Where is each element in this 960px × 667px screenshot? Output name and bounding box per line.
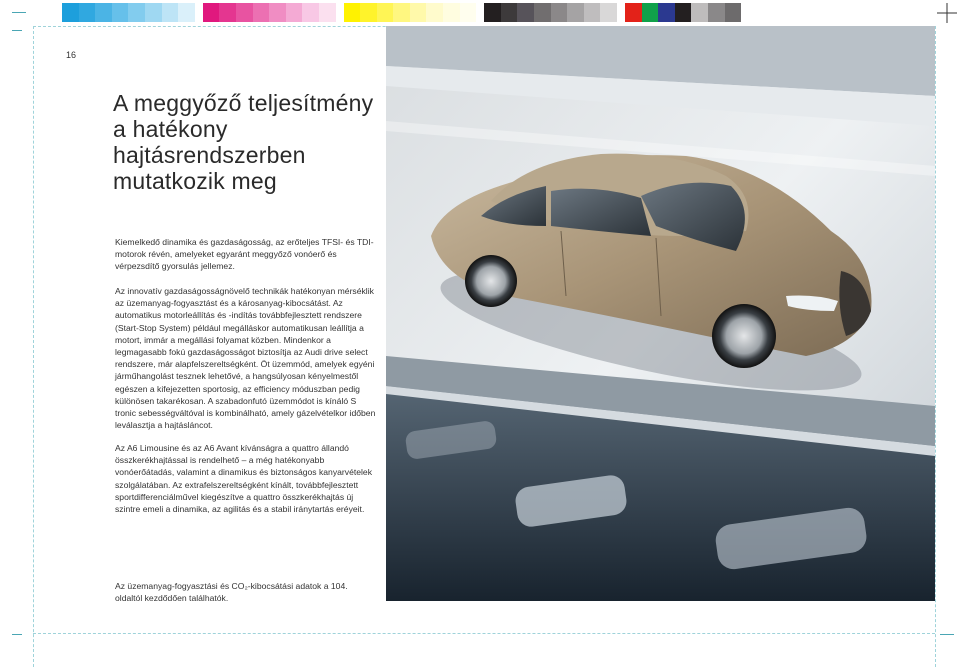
color-swatch-yellow [410, 3, 427, 22]
color-swatch-yellow [377, 3, 394, 22]
color-swatch-black [551, 3, 568, 22]
body-paragraph: Kiemelkedő dinamika és gazdaságosság, az erőteljes TFSI- és TDI-motorok révén, amelyeket egyaránt meggyőző vonóerő és vérpezsdítő gyorsulás jellemez. [115, 237, 374, 272]
color-bar-gap [336, 3, 344, 22]
printer-color-bar [62, 3, 741, 22]
color-swatch-black [584, 3, 601, 22]
color-swatch-magenta [203, 3, 220, 22]
bleed-guide [33, 633, 935, 634]
color-swatch-specials [708, 3, 725, 22]
color-swatch-yellow [360, 3, 377, 22]
page-title: A meggyőző teljesítmény a hatékony hajtásrendszerben mutatkozik meg [113, 90, 374, 194]
color-swatch-cyan [128, 3, 145, 22]
color-swatch-specials [725, 3, 742, 22]
bleed-guide [935, 26, 936, 667]
color-swatch-black [600, 3, 617, 22]
color-swatch-magenta [319, 3, 336, 22]
color-swatch-magenta [253, 3, 270, 22]
color-swatch-specials [642, 3, 659, 22]
bleed-guide [33, 26, 34, 667]
color-swatch-black [517, 3, 534, 22]
color-swatch-cyan [79, 3, 96, 22]
body-paragraph: Az A6 Limousine és az A6 Avant kívánságra a quattro állandó összkerékhajtással is rendelhető – a még hatékonyabb vonóerőátadás, valamint a dinamikus és biztonságos kanyarvételek szolgálatában. Az extrafelszereltségként kínált, továbbfejlesztett sportdifferenciálművel kiegészítve a quattro összkerékhajtás új szintre emeli a dinamika, az agilitás és a stabil iránytartás eréyeit. [115, 443, 373, 515]
registration-mark-icon [936, 2, 958, 24]
color-swatch-magenta [269, 3, 286, 22]
color-bar-gap [195, 3, 203, 22]
color-swatch-black [534, 3, 551, 22]
color-swatch-cyan [95, 3, 112, 22]
color-swatch-cyan [62, 3, 79, 22]
color-swatch-yellow [426, 3, 443, 22]
color-swatch-cyan [112, 3, 129, 22]
color-bar-gap [476, 3, 484, 22]
color-swatch-specials [675, 3, 692, 22]
crop-mark [940, 634, 954, 635]
body-paragraph: Az innovatív gazdaságosságnövelő technikák hatékonyan mérséklik az üzemanyag-fogyasztást és a károsanyag-kibocsátást. Az automatikus motorleállítás és -indítás továbbfejlesztett rendszere (Start-Stop System) például megálláskor automatikusan leállítja a motort, immár a megállási folyamat közben. Mindenkor a legmagasabb fokú gazdaságosságot biztosítja az Audi drive select rendszere, már alapfelszereltségként. Öt üzemmód, amelyek egyéni járműhangolást tesznek lehetővé, a hangsúlyosan kényelmestől egészen a kifejezetten sportosig, az efficiency móduszban pedig különösen takarékosan. A szabadonfutó üzemmódot is kínáló S tronic sebességváltóval is kombinálható, amely gázelvételkor időben leválasztja a hajtásláncot. [115, 286, 376, 431]
color-swatch-yellow [443, 3, 460, 22]
page-number: 16 [66, 50, 77, 60]
color-swatch-specials [691, 3, 708, 22]
color-swatch-yellow [460, 3, 477, 22]
crop-mark [12, 12, 26, 13]
color-swatch-yellow [344, 3, 361, 22]
car-photo [386, 26, 935, 601]
color-bar-gap [617, 3, 625, 22]
color-swatch-magenta [286, 3, 303, 22]
color-swatch-cyan [162, 3, 179, 22]
color-swatch-cyan [145, 3, 162, 22]
crop-mark [12, 30, 22, 31]
color-swatch-black [501, 3, 518, 22]
color-swatch-cyan [178, 3, 195, 22]
footnote-emissions: Az üzemanyag-fogyasztási és CO₂-kibocsátási adatok a 104. oldaltól kezdődően találhatók. [115, 581, 348, 604]
crop-mark [12, 634, 22, 635]
color-swatch-black [567, 3, 584, 22]
color-swatch-magenta [302, 3, 319, 22]
color-swatch-magenta [219, 3, 236, 22]
color-swatch-yellow [393, 3, 410, 22]
color-swatch-specials [658, 3, 675, 22]
color-swatch-magenta [236, 3, 253, 22]
color-swatch-specials [625, 3, 642, 22]
color-swatch-black [484, 3, 501, 22]
